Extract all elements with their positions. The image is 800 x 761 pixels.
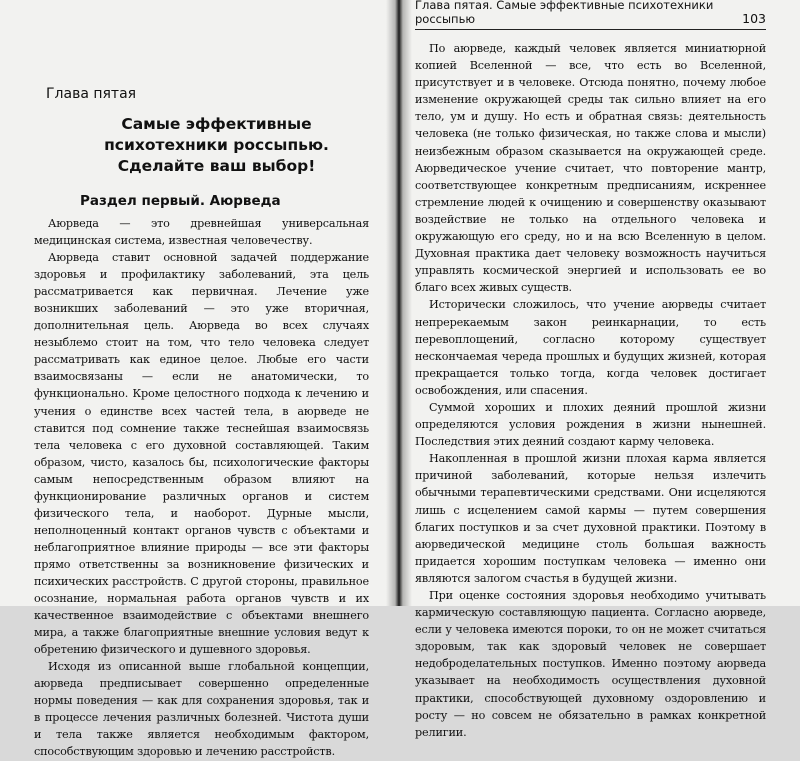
running-head-title: Глава пятая. Самые эффективные психотехники россыпью <box>415 0 714 26</box>
right-paragraph: Суммой хороших и плохих деяний прошлой жизни определяются условия рождения в жизни нынешней. Последствия этих деяний создают карму человека. <box>415 400 766 449</box>
section-title: Раздел первый. Аюрведа <box>80 193 281 209</box>
left-paragraph: Аюрведа — это древнейшая универсальная медицинская система, известная человечеству. <box>34 217 369 248</box>
chapter-title: Самые эффективные психотехники россыпью. Сделайте ваш выбор! <box>104 115 329 175</box>
chapter-label: Глава пятая <box>46 86 137 102</box>
page-number: 103 <box>742 11 766 26</box>
right-paragraph: По аюрведе, каждый человек является миниатюрной копией Вселенной — все, что есть во Вселенной, присутствует и в человеке. Отсюда понятно, почему любое изменение окружающей среды так сильно влияет на его тело, ум и душу. Но есть и обратная связь: деятельность человека (не только физическая, но также слова и мысли) неизбежным образом сказывается на окружающей среде. Аюрведическое учение считает, что повторение мантр, соответствующее конкретным предписаниям, искреннее стремление людей к очищению и совершенству оказывают воздействие не только на отдельного человека и окружающую его среду, но и на всю Вселенную в целом. Духовная практика дает человеку возможность научиться управлять космической энергией и использовать ее во благо всех живых существ. <box>415 42 766 295</box>
left-paragraph: Исходя из описанной выше глобальной концепции, аюрведа предписывает совершенно определенные нормы поведения — как для сохранения здоровья, так и в процессе лечения различных болезней. Чистота души и тела также является необходимым фактором, способствующим здоровью и лечению расстройств. <box>34 660 369 759</box>
running-header <box>415 0 766 30</box>
right-paragraph: Исторически сложилось, что учение аюрведы считает непререкаемым закон реинкарнации, то есть перевоплощений, согласно которому существует нескончаемая череда прошлых и будущих жизней, которая прекращается только тогда, когда человек достигает освобождения, или спасения. <box>415 298 766 397</box>
left-paragraph: Аюрведа ставит основной задачей поддержание здоровья и профилактику заболеваний, эта цель рассматривается как первичная. Лечение уже возникших заболеваний — это уже вторичная, дополнительная цель. Аюрведа во всех случаях незыблемо стоит на том, что тело человека следует рассматривать как единое целое. Любые его части взаимосвязаны — если не анатомически, то функционально. Кроме целостного подхода к лечению и учения о единстве всех частей тела, в аюрведе не ставится под сомнение также теснейшая взаимосвязь тела человека с его духовной составляющей. Таким образом, чисто, казалось бы, психологические факторы самым непосредственным образом влияют на функционирование различных органов и систем физического тела, и наоборот. Дурные мысли, неполноценный контакт органов чувств с объектами и неблагоприятное влияние природы — все эти факторы прямо ответственны за возникновение физических и психических расстройств. С другой стороны, правильное осознание, нормальная работа органов чувств и их качественное взаимодействие с объектами внешнего мира, а также благоприятные внешние условия ведут к обретению физического и душевного здоровья. <box>34 251 369 657</box>
book-gutter <box>386 0 412 606</box>
right-paragraph: При оценке состояния здоровья необходимо учитывать кармическую составляющую пациента. Согласно аюрведе, если у человека имеются пороки, то он не может считаться здоровым, так как здоровый человек не совершает недоброделательных поступков. Именно поэтому аюрведа указывает на необходимость осуществления духовной практики, способствующей духовному оздоровлению и росту — но совсем не обязательно в рамках конкретной религии. <box>415 589 766 739</box>
left-page <box>0 0 393 759</box>
right-page <box>393 0 800 739</box>
right-paragraph: Накопленная в прошлой жизни плохая карма является причиной заболеваний, которые нельзя излечить обычными терапевтическими средствами. Они исцеляются лишь с исцелением самой кармы — путем совершения благих поступков и за счет духовной практики. Поэтому в аюрведической медицине столь большая важность придается хорошим поступкам человека — именно они являются залогом счастья в будущей жизни. <box>415 452 766 585</box>
